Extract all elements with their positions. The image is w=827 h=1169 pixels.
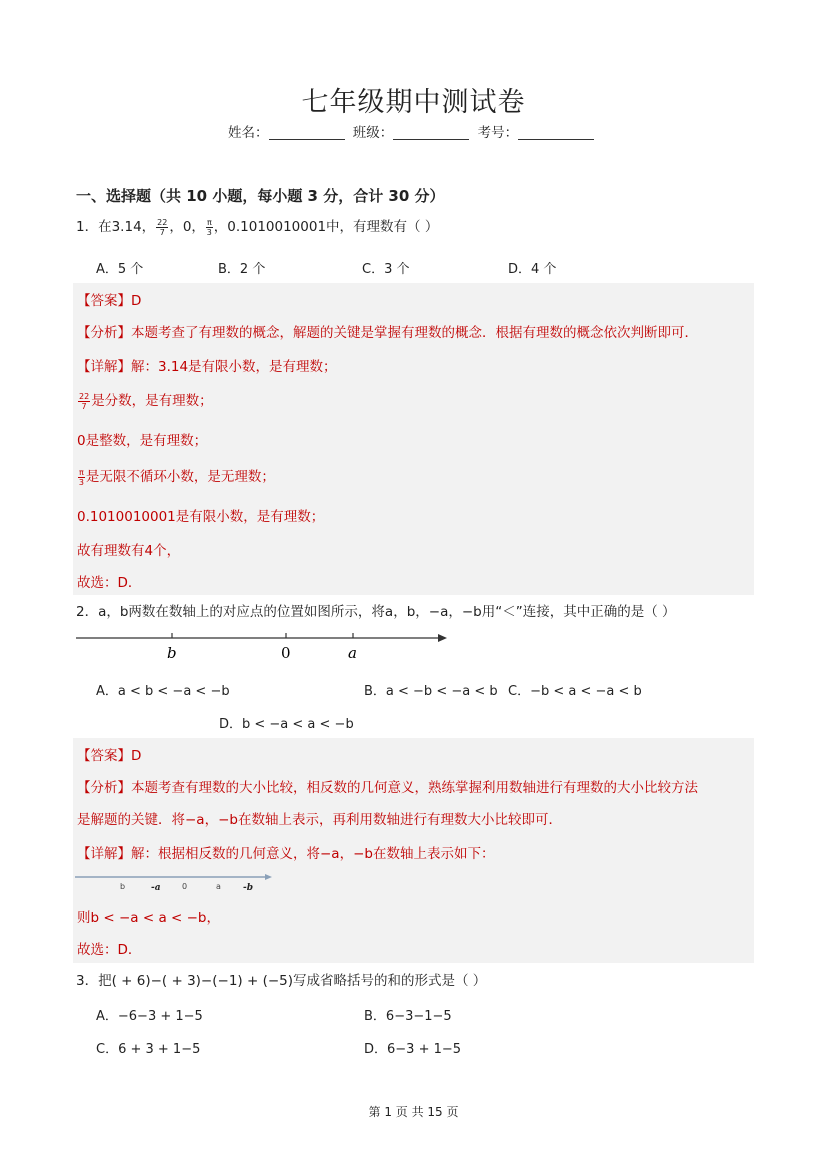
- small-axis-label-0: 0: [182, 882, 188, 891]
- q2-small-number-line: [75, 871, 275, 895]
- exam-no-blank: [518, 125, 594, 140]
- class-label: 班级：: [352, 125, 394, 141]
- q1-detail-1: 【详解】解：3.14是有限小数，是有理数；: [77, 359, 337, 375]
- question-1-stem: 1．在3.14， $\frac{22}{7}$ ，0， $\frac{\pi}{3}$ ，0.1010010001中，有理数有（ ）: [76, 217, 439, 237]
- q1-detail-2: $\frac{22}{7}$ 是分数，是有理数；: [79, 391, 213, 411]
- q2-detail-2: 则b < −a < a < −b，: [77, 910, 220, 926]
- small-axis-label-neg-a: -a: [151, 883, 161, 893]
- section-heading: 一、选择题（共 10 小题，每小题 3 分，合计 30 分）: [76, 187, 445, 205]
- q1-detail-3: 0是整数，是有理数；: [77, 433, 208, 449]
- q1-option-c: C．3 个: [362, 262, 410, 277]
- q1-option-b: B．2 个: [218, 262, 266, 277]
- q2-analysis-2: 是解题的关键．将−a，−b在数轴上表示，再利用数轴进行有理数大小比较即可．: [77, 812, 562, 828]
- q2-answer: 【答案】D: [77, 748, 142, 764]
- class-blank: [393, 125, 469, 140]
- q1-detail-5: 0.1010010001是有限小数，是有理数；: [77, 509, 325, 525]
- q2-analysis-1: 【分析】本题考查有理数的大小比较，相反数的几何意义，熟练掌握利用数轴进行有理数的大小比较方法: [77, 780, 698, 796]
- q1-analysis: 【分析】本题考查了有理数的概念，解题的关键是掌握有理数的概念．根据有理数的概念依次判断即可．: [77, 325, 698, 341]
- q1-option-a: A．5 个: [96, 262, 144, 277]
- fraction-22-7: $\frac{22}{7}$: [157, 217, 168, 237]
- q1-detail-6: 故有理数有4个，: [77, 543, 181, 559]
- q2-option-c: C．−b < a < −a < b: [508, 684, 642, 699]
- number-line-figure: [76, 630, 448, 664]
- q3-option-c: C．6 + 3 + 1−5: [96, 1042, 201, 1057]
- q1-option-d: D．4 个: [508, 262, 557, 277]
- name-label: 姓名：: [228, 125, 269, 141]
- question-3-stem: 3．把( + 6)−( + 3)−(−1) + (−5)写成省略括号的和的形式是（ ）: [76, 973, 487, 989]
- name-blank: [269, 125, 345, 140]
- small-axis-label-a: a: [216, 882, 221, 891]
- q1-answer: 【答案】D: [77, 293, 142, 309]
- fraction-pi-3: $\frac{\pi}{3}$: [206, 217, 212, 237]
- exam-no-label: 考号：: [477, 125, 519, 141]
- q1-detail-4: $\frac{\pi}{3}$ 是无限不循环小数，是无理数；: [78, 467, 275, 487]
- q3-option-b: B．6−3−1−5: [364, 1009, 452, 1024]
- q2-detail: 【详解】解：根据相反数的几何意义，将−a，−b在数轴上表示如下：: [77, 846, 495, 862]
- axis-label-a: a: [348, 644, 357, 662]
- page-title: 七年级期中测试卷: [301, 87, 526, 118]
- small-axis-label-neg-b: -b: [243, 883, 254, 893]
- q2-answer-box: [73, 738, 754, 963]
- page-footer: 第 1 页 共 15 页: [368, 1105, 459, 1119]
- q1-detail-7: 故选：D．: [77, 575, 142, 591]
- small-axis-label-b: b: [120, 882, 126, 891]
- axis-label-0: 0: [281, 644, 291, 662]
- q2-option-b: B．a < −b < −a < b: [364, 684, 498, 699]
- question-2-stem: 2．a，b两数在数轴上的对应点的位置如图所示，将a，b，−a，−b用“＜”连接，其中正确的是（ ）: [76, 604, 676, 620]
- q3-option-a: A．−6−3 + 1−5: [96, 1009, 203, 1024]
- q2-option-d: D．b < −a < a < −b: [219, 717, 354, 732]
- q1-answer-box: [73, 283, 754, 595]
- q2-option-a: A．a < b < −a < −b: [96, 684, 230, 699]
- q3-option-d: D．6−3 + 1−5: [364, 1042, 462, 1057]
- q2-detail-3: 故选：D．: [77, 942, 142, 958]
- axis-label-b: b: [167, 644, 177, 662]
- student-info-line: [228, 121, 598, 141]
